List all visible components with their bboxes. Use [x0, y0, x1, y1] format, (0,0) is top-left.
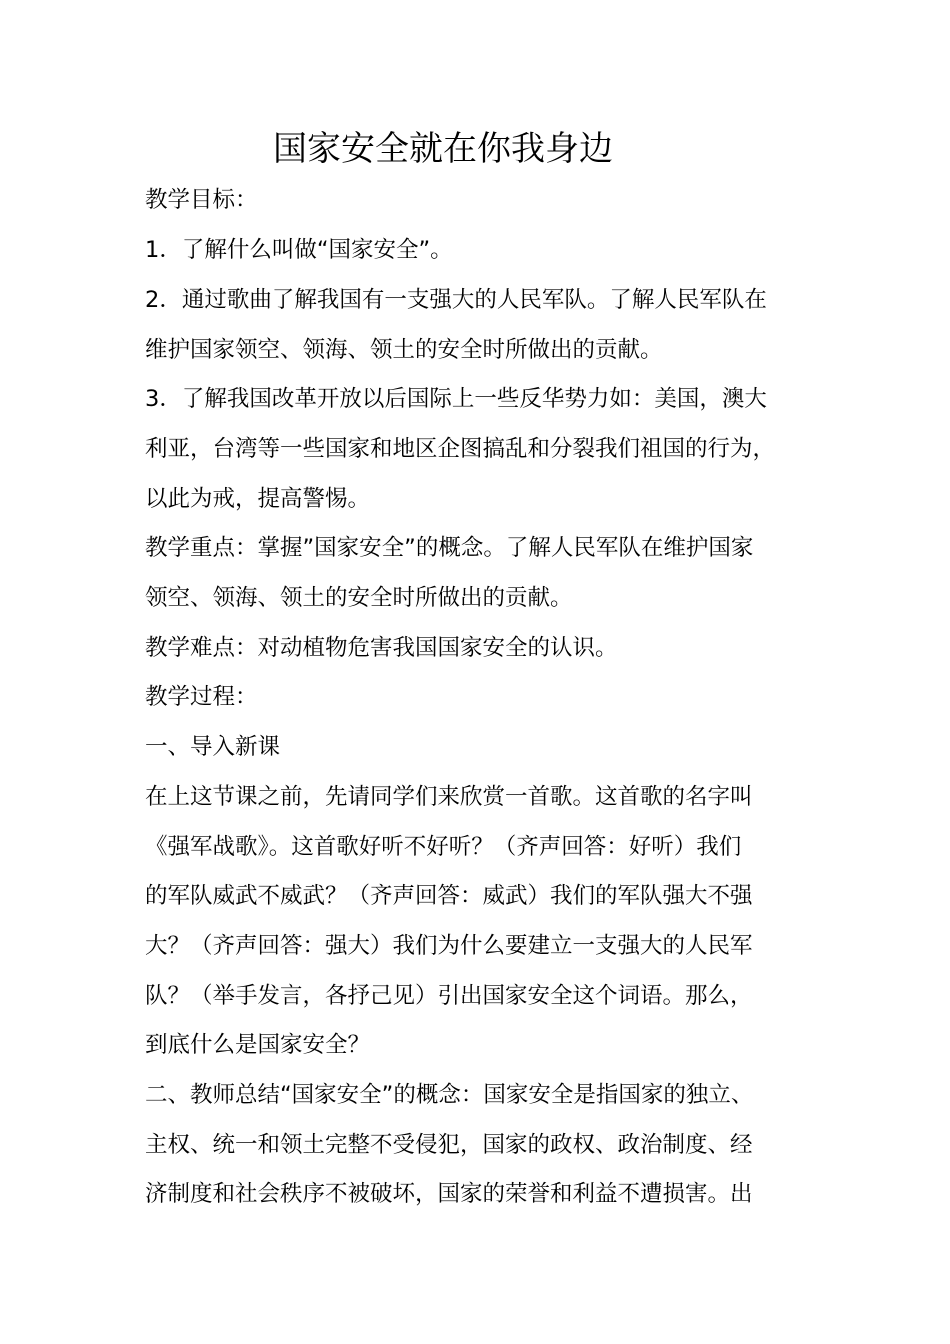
- text-line: 教学过程：: [145, 684, 258, 710]
- text-line: 在上这节课之前，先请同学们来欣赏一首歌。这首歌的名字叫: [145, 784, 753, 810]
- text-line: 济制度和社会秩序不被破坏，国家的荣誉和利益不遭损害。出: [145, 1181, 753, 1207]
- text-line: 二、教师总结“国家安全”的概念：国家安全是指国家的独立、: [145, 1082, 754, 1108]
- text-line: 教学目标：: [145, 187, 258, 213]
- text-line: 维护国家领空、领海、领土的安全时所做出的贡献。: [145, 337, 663, 363]
- text-line: 到底什么是国家安全？: [145, 1032, 371, 1058]
- text-line: 主权、统一和领土完整不受侵犯，国家的政权、政治制度、经: [145, 1132, 753, 1158]
- text-line: 1．了解什么叫做“国家安全”。: [145, 237, 453, 263]
- text-line: 以此为戒，提高警惕。: [145, 486, 371, 512]
- text-line: 2．通过歌曲了解我国有一支强大的人民军队。了解人民军队在: [145, 287, 767, 313]
- text-line: 大？（齐声回答：强大）我们为什么要建立一支强大的人民军: [145, 933, 753, 959]
- text-line: 队？（举手发言，各抒己见）引出国家安全这个词语。那么，: [145, 983, 753, 1009]
- text-line: 的军队威武不威武？（齐声回答：威武）我们的军队强大不强: [145, 883, 753, 909]
- text-line: 教学重点：掌握”国家安全”的概念。了解人民军队在维护国家: [145, 535, 754, 561]
- text-line: 利亚，台湾等一些国家和地区企图搞乱和分裂我们祖国的行为，: [145, 436, 776, 462]
- text-line: 领空、领海、领土的安全时所做出的贡献。: [145, 585, 573, 611]
- text-line: 《强军战歌》。这首歌好听不好听？（齐声回答：好听）我们: [145, 834, 742, 860]
- text-line: 3．了解我国改革开放以后国际上一些反华势力如：美国，澳大: [145, 386, 767, 412]
- document-title: 国家安全就在你我身边: [273, 129, 613, 169]
- text-line: 一、导入新课: [145, 734, 281, 760]
- text-line: 教学难点：对动植物危害我国国家安全的认识。: [145, 635, 618, 661]
